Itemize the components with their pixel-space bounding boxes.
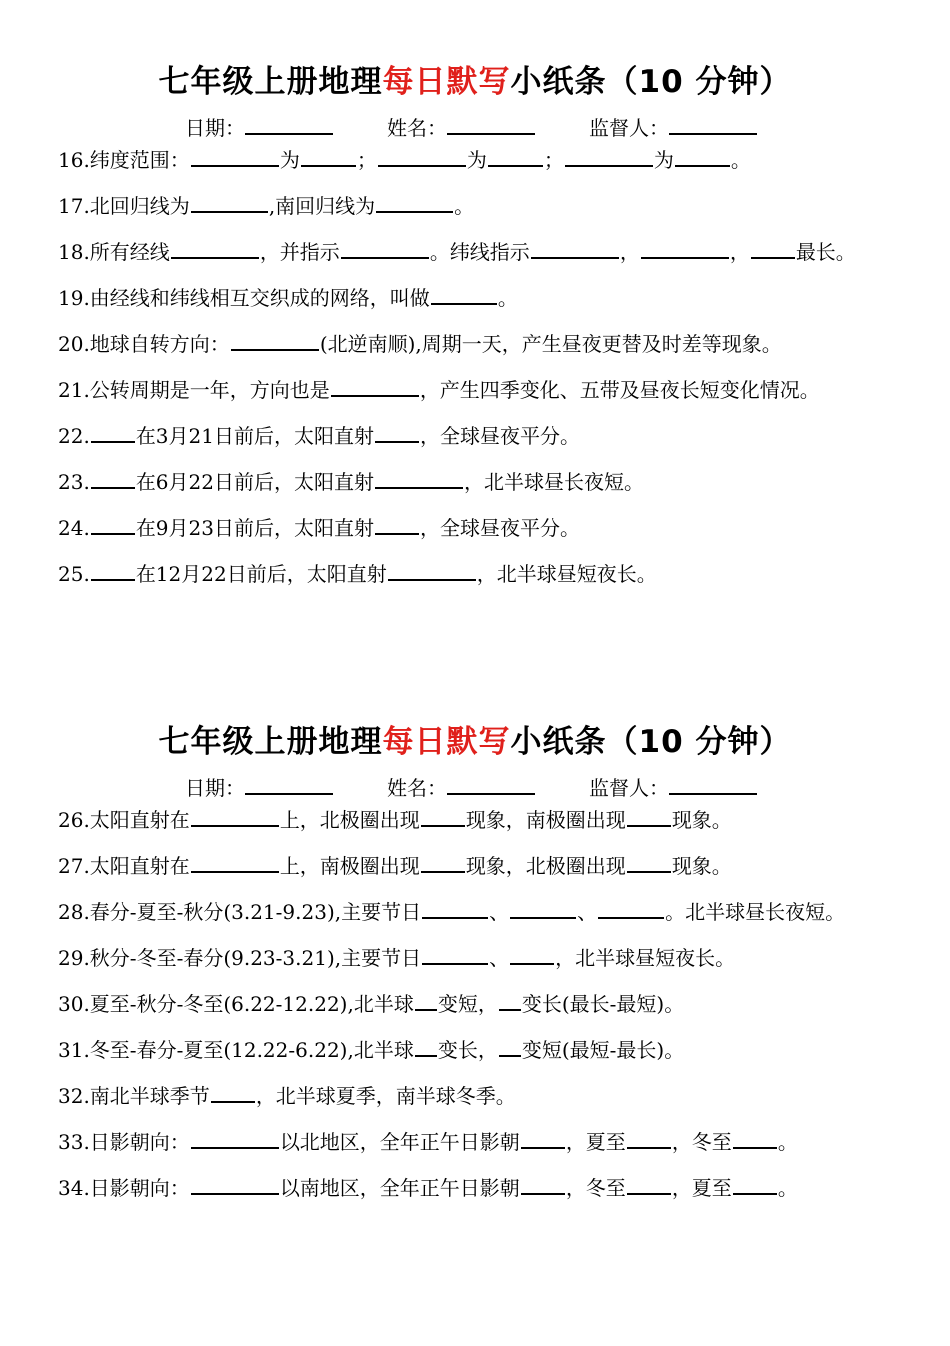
- question-text: 变短，: [437, 992, 498, 1016]
- title-highlight: 每日默写: [382, 724, 511, 760]
- question-text: 25.: [58, 562, 90, 586]
- answer-blank[interactable]: [191, 191, 268, 213]
- question-item: [58, 190, 950, 236]
- answer-blank[interactable]: [598, 897, 664, 919]
- answer-blank[interactable]: [171, 237, 259, 259]
- question-text: 29.秋分-冬至-春分(9.23-3.21),主要节日: [58, 946, 422, 970]
- name-label: 姓名：: [387, 776, 447, 800]
- worksheet-title: [0, 58, 950, 106]
- question-text: 以南地区，全年正午日影朝: [279, 1176, 520, 1200]
- question-text: 上，南极圈出现: [279, 854, 420, 878]
- answer-blank[interactable]: [422, 943, 488, 965]
- question-text: ，全球昼夜平分。: [420, 424, 580, 448]
- question-text: 、: [577, 900, 598, 924]
- question-item: [58, 144, 950, 190]
- answer-blank[interactable]: [627, 1127, 671, 1149]
- answer-blank[interactable]: [415, 989, 437, 1011]
- question-item: [58, 988, 950, 1034]
- title-text: 七年级上册地理: [158, 724, 383, 760]
- name-field: [387, 772, 535, 801]
- answer-blank[interactable]: [499, 989, 521, 1011]
- question-text: 现象，南极圈出现: [465, 808, 626, 832]
- question-text: ,南回归线为: [268, 194, 376, 218]
- question-text: 在12月22日前后，太阳直射: [135, 562, 387, 586]
- question-text: 现象，北极圈出现: [465, 854, 626, 878]
- question-text: ，夏至: [565, 1130, 626, 1154]
- worksheet-title: [0, 718, 950, 766]
- answer-blank[interactable]: [91, 421, 135, 443]
- answer-blank[interactable]: [375, 421, 419, 443]
- answer-blank[interactable]: [488, 145, 543, 167]
- question-text: ；: [543, 148, 564, 172]
- answer-blank[interactable]: [499, 1035, 521, 1057]
- supervisor-blank[interactable]: [669, 775, 757, 795]
- answer-blank[interactable]: [231, 329, 319, 351]
- question-item: [58, 1034, 950, 1080]
- question-text: 最长。: [795, 240, 856, 264]
- question-text: 22.: [58, 424, 90, 448]
- question-text: ，冬至: [565, 1176, 626, 1200]
- question-text: 在3月21日前后，太阳直射: [135, 424, 374, 448]
- info-row: [0, 106, 950, 144]
- question-text: 。: [454, 194, 475, 218]
- title-text: 七年级上册地理: [158, 64, 383, 100]
- question-item: [58, 374, 950, 420]
- title-highlight: 每日默写: [382, 64, 511, 100]
- question-item: [58, 1172, 950, 1218]
- name-blank[interactable]: [447, 775, 535, 795]
- question-text: 以北地区，全年正午日影朝: [279, 1130, 520, 1154]
- answer-blank[interactable]: [675, 145, 730, 167]
- answer-blank[interactable]: [91, 467, 135, 489]
- question-text: 上，北极圈出现: [279, 808, 420, 832]
- question-text: 在6月22日前后，太阳直射: [135, 470, 374, 494]
- question-text: 20.地球自转方向：: [58, 332, 230, 356]
- answer-blank[interactable]: [421, 805, 465, 827]
- supervisor-label: 监督人：: [589, 776, 669, 800]
- question-item: [58, 804, 950, 850]
- date-blank[interactable]: [245, 115, 333, 135]
- question-text: 16.纬度范围：: [58, 148, 190, 172]
- question-item: [58, 896, 950, 942]
- question-text: 在9月23日前后，太阳直射: [135, 516, 374, 540]
- question-text: ，全球昼夜平分。: [420, 516, 580, 540]
- question-text: 。纬线指示: [429, 240, 530, 264]
- question-text: 30.夏至-秋分-冬至(6.22-12.22),北半球: [58, 992, 414, 1016]
- question-text: 为: [279, 148, 300, 172]
- name-field: [387, 112, 535, 141]
- worksheet-1: [0, 58, 950, 604]
- question-text: 23.: [58, 470, 90, 494]
- question-list: [0, 144, 950, 604]
- answer-blank[interactable]: [375, 513, 419, 535]
- question-item: [58, 558, 950, 604]
- answer-blank[interactable]: [191, 1173, 279, 1195]
- question-text: 34.日影朝向：: [58, 1176, 190, 1200]
- answer-blank[interactable]: [376, 191, 453, 213]
- question-text: ；: [356, 148, 377, 172]
- question-text: 、: [489, 946, 510, 970]
- question-list: [0, 804, 950, 1218]
- answer-blank[interactable]: [565, 145, 653, 167]
- answer-blank[interactable]: [415, 1035, 437, 1057]
- question-text: 26.太阳直射在: [58, 808, 190, 832]
- answer-blank[interactable]: [627, 851, 671, 873]
- question-text: ，: [729, 240, 750, 264]
- date-field: [185, 112, 333, 141]
- answer-blank[interactable]: [733, 1173, 777, 1195]
- name-label: 姓名：: [387, 116, 447, 140]
- answer-blank[interactable]: [375, 467, 463, 489]
- answer-blank[interactable]: [378, 145, 466, 167]
- question-text: ，冬至: [671, 1130, 732, 1154]
- question-text: 。: [730, 148, 751, 172]
- question-text: 现象。: [671, 854, 732, 878]
- question-text: 。北半球昼长夜短。: [665, 900, 846, 924]
- answer-blank[interactable]: [341, 237, 429, 259]
- answer-blank[interactable]: [191, 805, 279, 827]
- worksheet-2: [0, 718, 950, 1218]
- answer-blank[interactable]: [521, 1173, 565, 1195]
- question-item: [58, 512, 950, 558]
- supervisor-label: 监督人：: [589, 116, 669, 140]
- question-text: 19.由经线和纬线相互交织成的网络，叫做: [58, 286, 430, 310]
- question-text: ，北半球昼长夜短。: [464, 470, 644, 494]
- answer-blank[interactable]: [521, 1127, 565, 1149]
- question-text: 变长，: [437, 1038, 498, 1062]
- question-text: 17.北回归线为: [58, 194, 190, 218]
- answer-blank[interactable]: [301, 145, 356, 167]
- question-text: ，并指示: [259, 240, 340, 264]
- name-blank[interactable]: [447, 115, 535, 135]
- date-label: 日期：: [185, 776, 245, 800]
- question-item: [58, 282, 950, 328]
- question-text: 28.春分-夏至-秋分(3.21-9.23),主要节日: [58, 900, 422, 924]
- date-field: [185, 772, 333, 801]
- question-text: 变长(最长-最短)。: [521, 992, 685, 1016]
- question-item: [58, 420, 950, 466]
- answer-blank[interactable]: [627, 805, 671, 827]
- answer-blank[interactable]: [91, 513, 135, 535]
- question-text: 18.所有经线: [58, 240, 170, 264]
- question-text: 。: [777, 1130, 798, 1154]
- answer-blank[interactable]: [388, 559, 476, 581]
- supervisor-field: [589, 112, 757, 141]
- question-text: 为: [653, 148, 674, 172]
- answer-blank[interactable]: [331, 375, 419, 397]
- supervisor-field: [589, 772, 757, 801]
- answer-blank[interactable]: [191, 145, 279, 167]
- question-text: 。: [777, 1176, 798, 1200]
- question-text: ，北半球夏季，南半球冬季。: [255, 1084, 516, 1108]
- question-text: 31.冬至-春分-夏至(12.22-6.22),北半球: [58, 1038, 414, 1062]
- question-item: [58, 466, 950, 512]
- question-item: [58, 236, 950, 282]
- question-item: [58, 1080, 950, 1126]
- answer-blank[interactable]: [531, 237, 619, 259]
- question-text: 为: [466, 148, 487, 172]
- title-text-suffix: 小纸条（10 分钟）: [510, 724, 792, 760]
- answer-blank[interactable]: [751, 237, 795, 259]
- question-text: 21.公转周期是一年，方向也是: [58, 378, 330, 402]
- question-text: 32.南北半球季节: [58, 1084, 210, 1108]
- answer-blank[interactable]: [422, 897, 488, 919]
- question-text: 现象。: [671, 808, 732, 832]
- answer-blank[interactable]: [431, 283, 497, 305]
- question-item: [58, 942, 950, 988]
- answer-blank[interactable]: [421, 851, 465, 873]
- answer-blank[interactable]: [510, 897, 576, 919]
- answer-blank[interactable]: [733, 1127, 777, 1149]
- question-item: [58, 1126, 950, 1172]
- answer-blank[interactable]: [510, 943, 554, 965]
- question-text: (北逆南顺),周期一天，产生昼夜更替及时差等现象。: [319, 332, 782, 356]
- supervisor-blank[interactable]: [669, 115, 757, 135]
- question-item: [58, 328, 950, 374]
- question-text: ，北半球昼短夜长。: [555, 946, 736, 970]
- question-text: 27.太阳直射在: [58, 854, 190, 878]
- question-text: ，北半球昼短夜长。: [476, 562, 657, 586]
- date-blank[interactable]: [245, 775, 333, 795]
- title-text-suffix: 小纸条（10 分钟）: [510, 64, 792, 100]
- question-text: ，产生四季变化、五带及昼夜长短变化情况。: [419, 378, 820, 402]
- question-text: ，夏至: [671, 1176, 732, 1200]
- answer-blank[interactable]: [211, 1081, 255, 1103]
- question-text: 。: [497, 286, 518, 310]
- question-text: ，: [619, 240, 640, 264]
- question-text: 变短(最短-最长)。: [521, 1038, 685, 1062]
- answer-blank[interactable]: [91, 559, 135, 581]
- info-row: [0, 766, 950, 804]
- date-label: 日期：: [185, 116, 245, 140]
- question-text: 24.: [58, 516, 90, 540]
- question-text: 、: [489, 900, 510, 924]
- answer-blank[interactable]: [191, 851, 279, 873]
- question-item: [58, 850, 950, 896]
- answer-blank[interactable]: [191, 1127, 279, 1149]
- question-text: 33.日影朝向：: [58, 1130, 190, 1154]
- answer-blank[interactable]: [627, 1173, 671, 1195]
- answer-blank[interactable]: [641, 237, 729, 259]
